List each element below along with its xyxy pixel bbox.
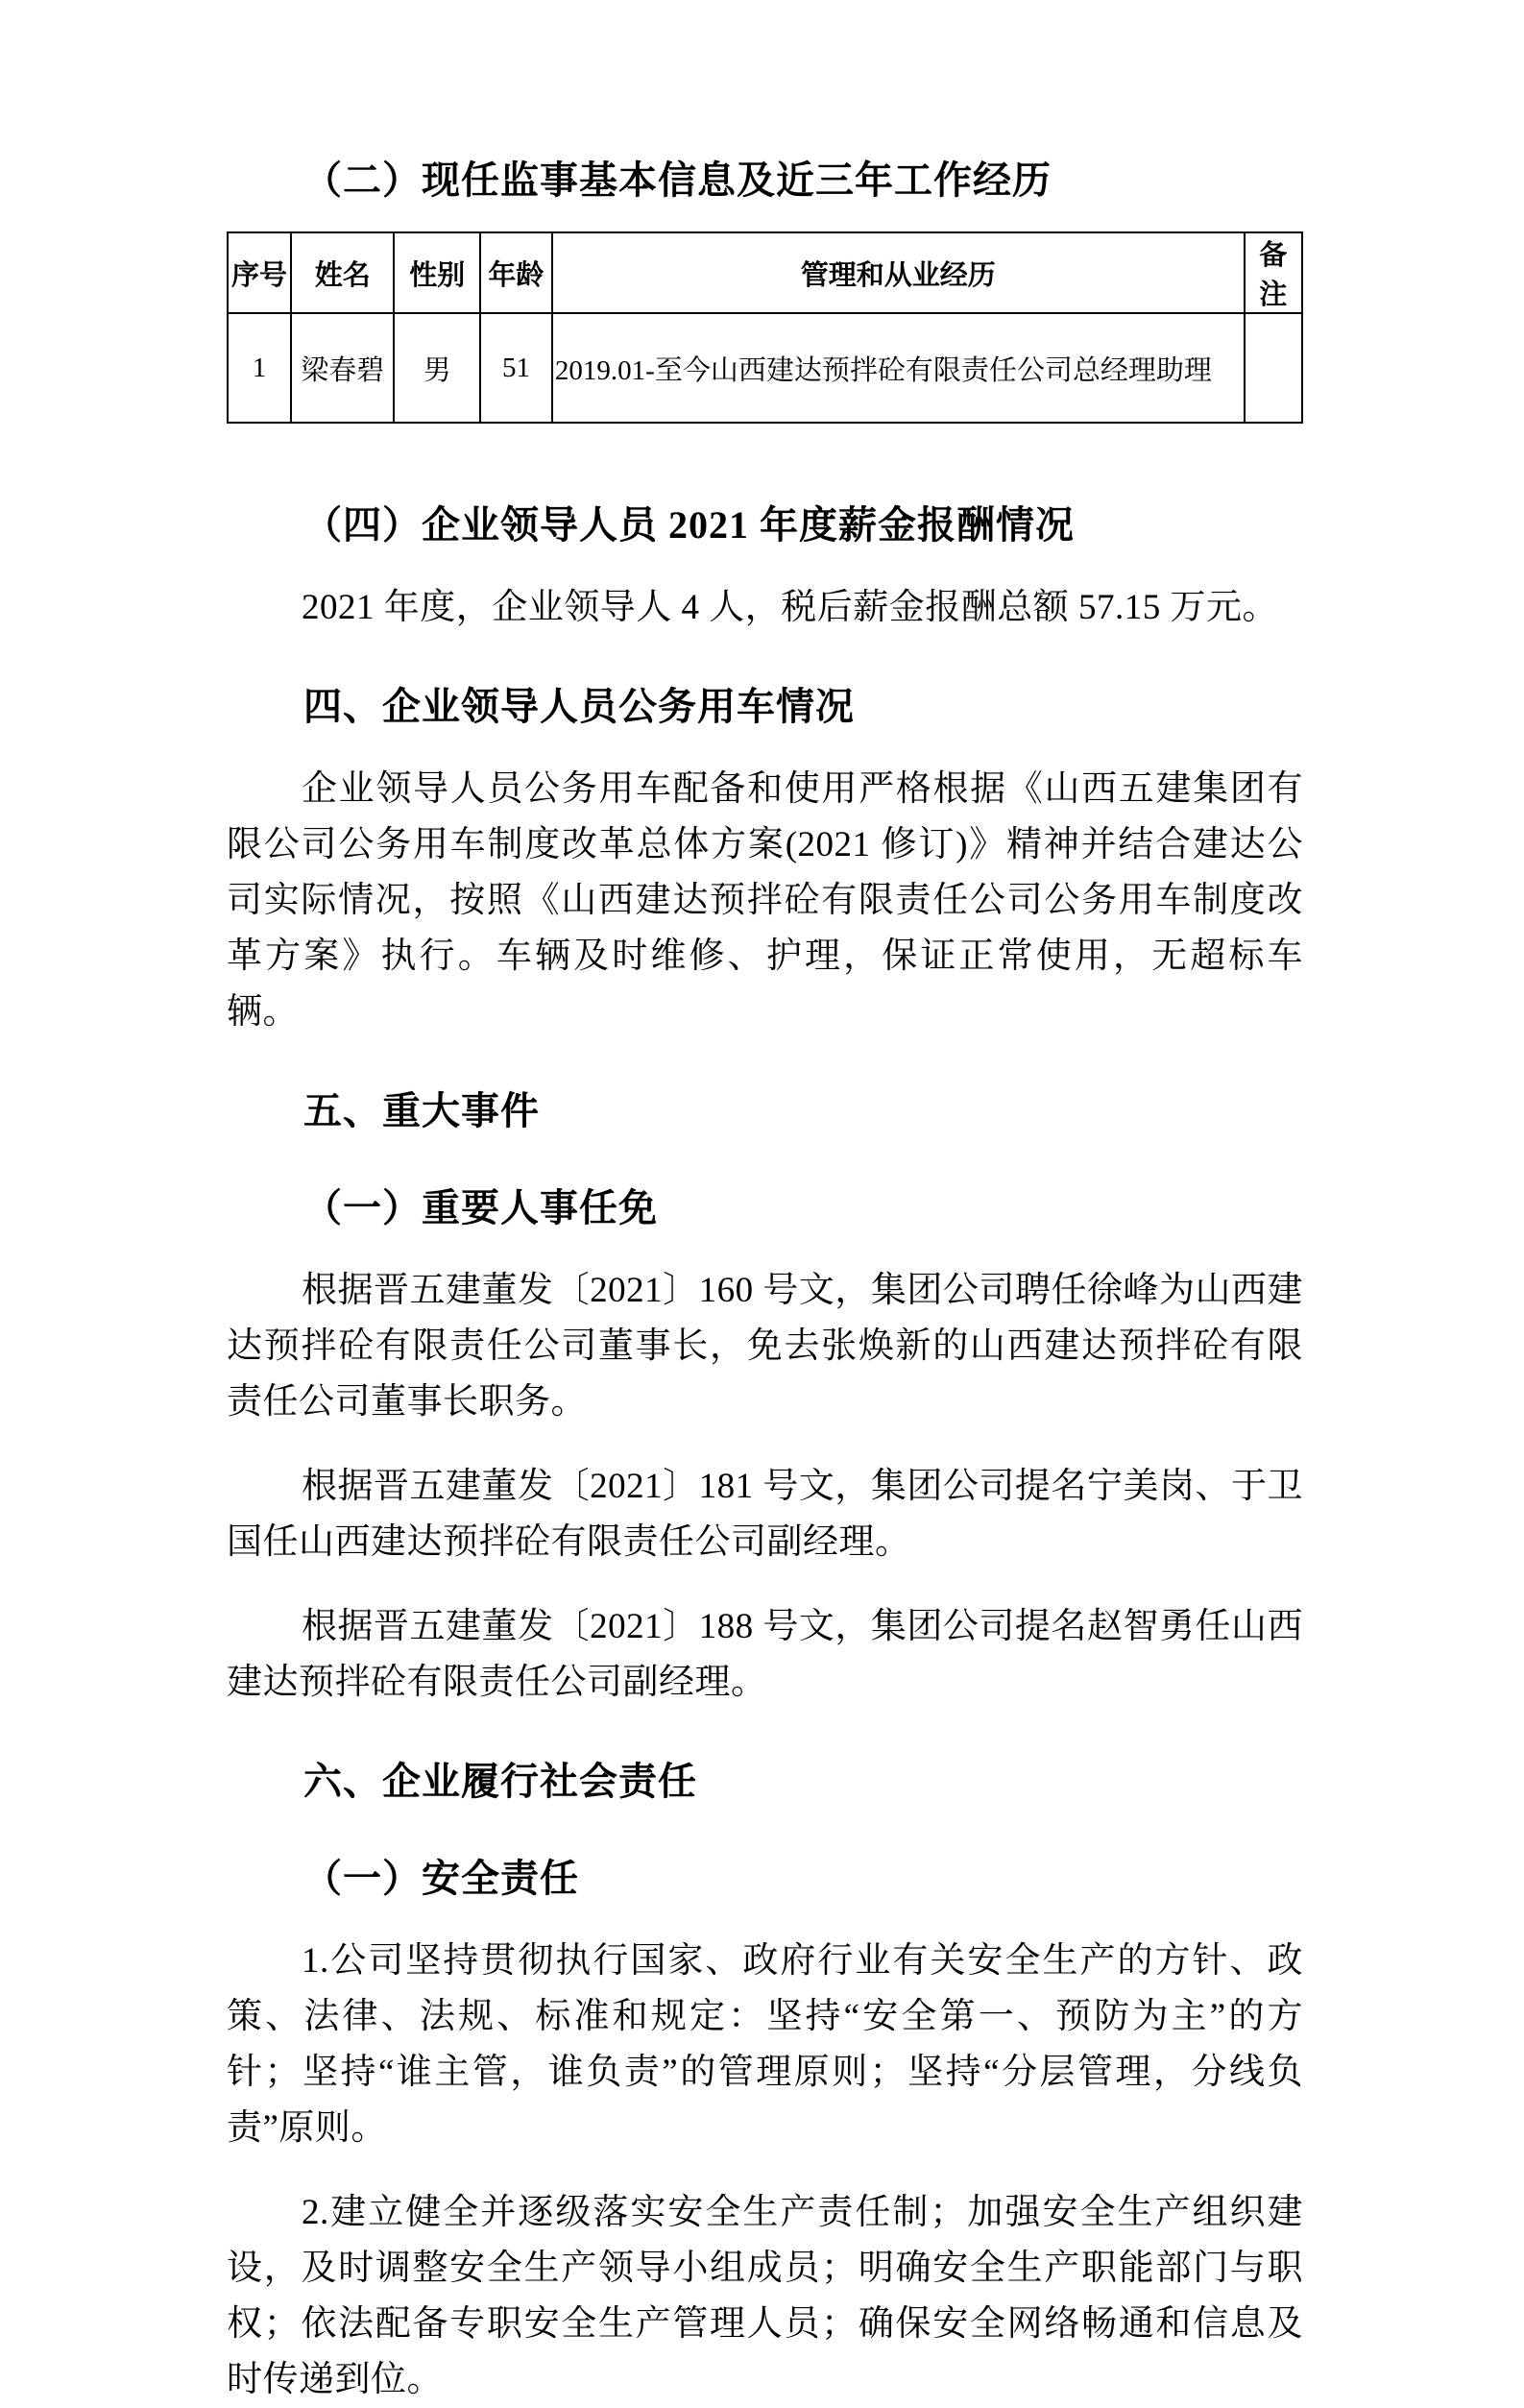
supervisors-table (227, 231, 1303, 424)
heading-supervisors-info: （二）现任监事基本信息及近三年工作经历 (303, 158, 1052, 202)
col-header-gender: 性别 (394, 232, 480, 313)
heading-salary: （四）企业领导人员 2021 年度薪金报酬情况 (303, 503, 1075, 547)
cell-experience: 2019.01-至今山西建达预拌砼有限责任公司总经理助理 (552, 313, 1245, 423)
cell-name: 梁春碧 (291, 313, 394, 423)
table-row (228, 313, 1302, 423)
paragraph-personnel-188: 根据晋五建董发〔2021〕188 号文，集团公司提名赵智勇任山西建达预拌砼有限责任公司副经理。 (227, 1607, 1303, 1702)
cell-index: 1 (228, 313, 291, 423)
col-header-experience: 管理和从业经历 (552, 232, 1245, 313)
col-header-name: 姓名 (291, 232, 394, 313)
cell-age: 51 (480, 313, 552, 423)
col-header-age: 年龄 (480, 232, 552, 313)
paragraph-vehicle-use: 企业领导人员公务用车配备和使用严格根据《山西五建集团有限公司公务用车制度改革总体方案(2021 修订)》精神并结合建达公司实际情况，按照《山西建达预拌砼有限责任公司公务用车制度改革方案》执行。车辆及时维修、护理，保证正常使用，无超标车辆。 (227, 769, 1303, 1032)
table-header-row (228, 232, 1302, 313)
heading-major-events: 五、重大事件 (303, 1089, 540, 1132)
heading-safety-responsibility: （一）安全责任 (303, 1857, 579, 1900)
paragraph-salary: 2021 年度，企业领导人 4 人，税后薪金报酬总额 57.15 万元。 (302, 588, 1278, 627)
paragraph-safety-1: 1.公司坚持贯彻执行国家、政府行业有关安全生产的方针、政策、法律、法规、标准和规定：坚持“安全第一、预防为主”的方针；坚持“谁主管，谁负责”的管理原则；坚持“分层管理，分线负责”原则。 (227, 1941, 1303, 2148)
paragraph-personnel-181: 根据晋五建董发〔2021〕181 号文，集团公司提名宁美岗、于卫国任山西建达预拌砼有限责任公司副经理。 (227, 1467, 1303, 1562)
heading-social-responsibility: 六、企业履行社会责任 (303, 1760, 697, 1803)
cell-gender: 男 (394, 313, 480, 423)
col-header-index: 序号 (228, 232, 291, 313)
paragraph-personnel-160: 根据晋五建董发〔2021〕160 号文，集团公司聘任徐峰为山西建达预拌砼有限责任公司董事长，免去张焕新的山西建达预拌砼有限责任公司董事长职务。 (227, 1271, 1303, 1422)
heading-personnel-appointments: （一）重要人事任免 (303, 1186, 658, 1229)
col-header-remark: 备注 (1245, 232, 1302, 313)
heading-vehicle-use: 四、企业领导人员公务用车情况 (303, 685, 855, 728)
cell-remark (1245, 313, 1302, 423)
paragraph-safety-2: 2.建立健全并逐级落实安全生产责任制；加强安全生产组织建设，及时调整安全生产领导小组成员；明确安全生产职能部门与职权；依法配备专职安全生产管理人员；确保安全网络畅通和信息及时传递到位。 (227, 2193, 1303, 2399)
